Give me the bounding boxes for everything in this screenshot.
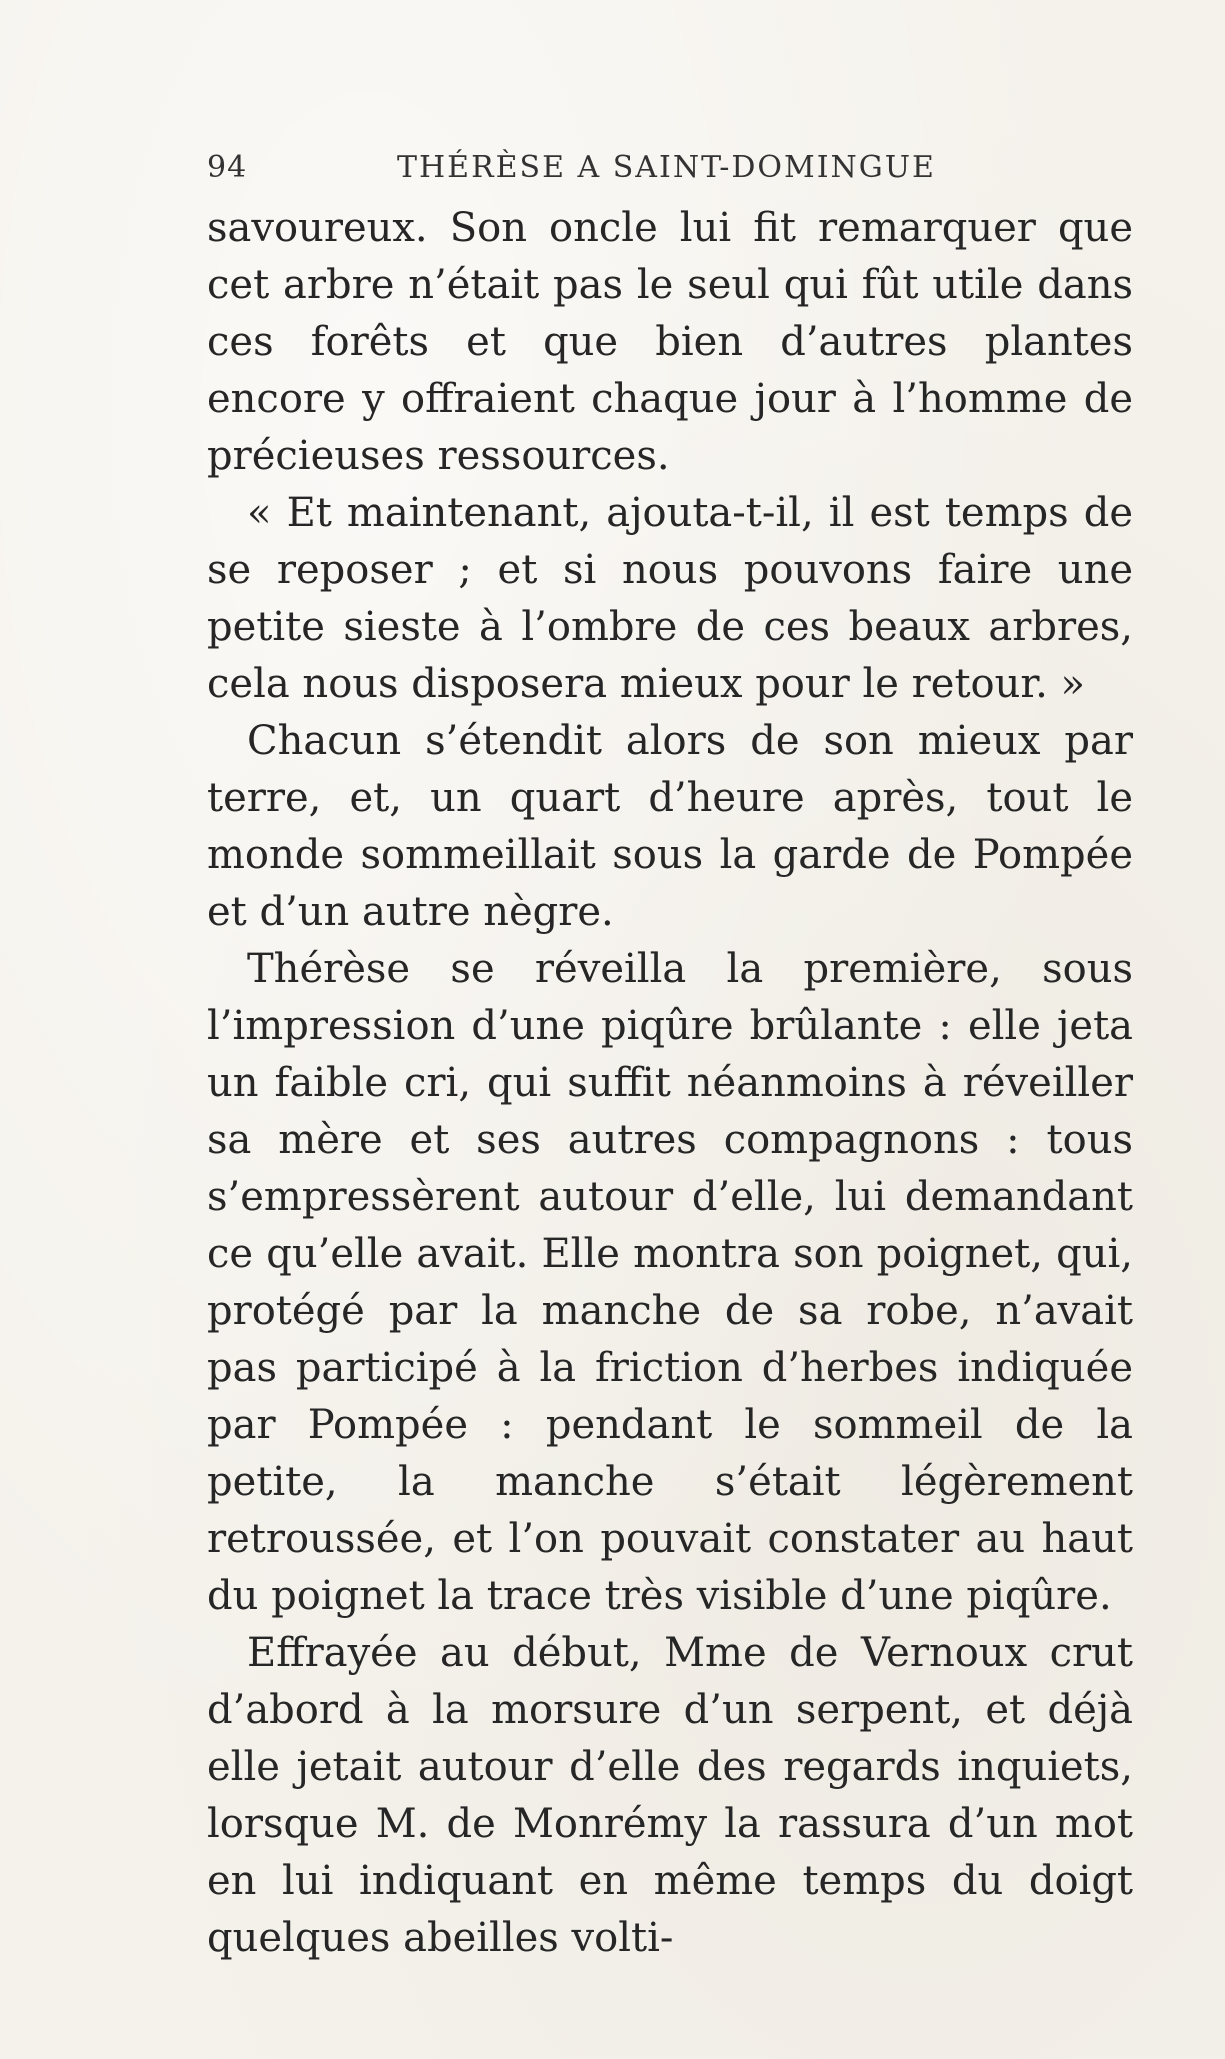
paragraph: Thérèse se réveilla la première, sous l’impression d’une piqûre brûlante : elle jeta un faible cri, qui suffit néanmoins à réveiller sa mère et ses autres compagnons : tous s’empressèrent autour d’elle, lui demandant ce qu’elle avait. Elle montra son poignet, qui, protégé par la manche de sa robe, n’avait pas participé à la friction d’herbes indiquée par Pompée : pendant le sommeil de la petite, la manche s’était légèrement retroussée, et l’on pouvait constater au haut du poignet la trace très visible d’une piqûre. bbox=[207, 946, 1133, 1619]
paragraph: savoureux. Son oncle lui fit remarquer que cet arbre n’était pas le seul qui fût utile dans ces forêts et que bien d’autres plantes encore y offraient chaque jour à l’homme de précieuses ressources. bbox=[207, 205, 1133, 479]
page-number: 94 bbox=[207, 150, 248, 185]
paragraph: « Et maintenant, ajouta-t-il, il est temps de se reposer ; et si nous pouvons faire une petite sieste à l’ombre de ces beaux arbres, cela nous disposera mieux pour le retour. » bbox=[207, 490, 1133, 707]
paragraph: Chacun s’étendit alors de son mieux par terre, et, un quart d’heure après, tout le monde sommeillait sous la garde de Pompée et d’un autre nègre. bbox=[207, 718, 1133, 935]
paragraph: Effrayée au début, Mme de Vernoux crut d’abord à la morsure d’un serpent, et déjà elle jetait autour d’elle des regards inquiets, lorsque M. de Monrémy la rassura d’un mot en lui indiquant en même temps du doigt quelques abeilles volti- bbox=[207, 1630, 1133, 1961]
page-header bbox=[207, 150, 1133, 190]
body-text bbox=[207, 200, 1133, 1967]
running-title: THÉRÈSE A SAINT-DOMINGUE bbox=[397, 150, 936, 185]
